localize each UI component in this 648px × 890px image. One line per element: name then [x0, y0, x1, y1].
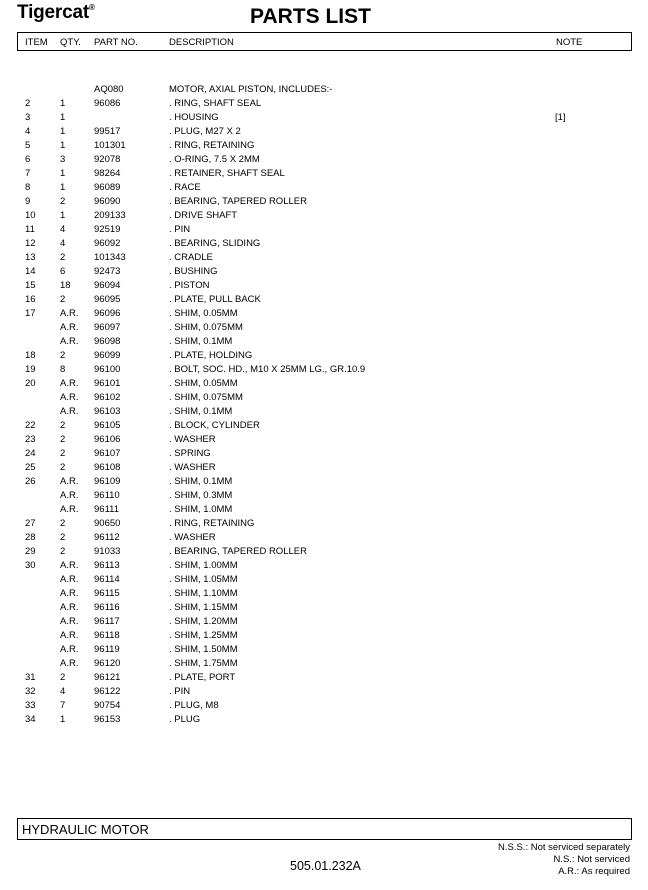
row-qty: 3 [60, 154, 66, 165]
row-part-no: 96092 [94, 238, 121, 249]
row-qty: 7 [60, 700, 66, 711]
row-description: . SHIM, 1.50MM [169, 644, 238, 655]
row-part-no: 96090 [94, 196, 121, 207]
row-item: 2 [25, 98, 31, 109]
row-qty: 2 [60, 420, 66, 431]
table-row [0, 502, 648, 516]
column-header-description: DESCRIPTION [169, 37, 234, 48]
row-qty: 2 [60, 546, 66, 557]
row-qty: 2 [60, 350, 66, 361]
row-item: 29 [25, 546, 36, 557]
row-item: 27 [25, 518, 36, 529]
row-qty: 1 [60, 714, 66, 725]
row-part-no: 96114 [94, 574, 120, 585]
row-item: 6 [25, 154, 31, 165]
row-description: . CRADLE [169, 252, 213, 263]
row-description: . SHIM, 1.10MM [169, 588, 238, 599]
row-description: . SPRING [169, 448, 211, 459]
table-row [0, 544, 648, 558]
row-part-no: 96122 [94, 686, 121, 697]
table-row [0, 460, 648, 474]
table-row [0, 166, 648, 180]
row-qty: 1 [60, 112, 66, 123]
table-row [0, 236, 648, 250]
row-part-no: 96117 [94, 616, 120, 627]
row-description: . WASHER [169, 532, 216, 543]
row-part-no: 92473 [94, 266, 121, 277]
row-item: 17 [25, 308, 36, 319]
row-qty: A.R. [60, 602, 79, 613]
row-description: . PISTON [169, 280, 210, 291]
row-part-no: 96096 [94, 308, 121, 319]
row-description: . SHIM, 1.15MM [169, 602, 238, 613]
row-item: 13 [25, 252, 36, 263]
row-description: . SHIM, 0.1MM [169, 336, 233, 347]
row-item: 18 [25, 350, 36, 361]
row-item: 24 [25, 448, 36, 459]
row-part-no: 209133 [94, 210, 126, 221]
row-qty: 18 [60, 280, 71, 291]
row-qty: 2 [60, 462, 66, 473]
brand-logo [17, 2, 95, 24]
row-item: 26 [25, 476, 36, 487]
table-row [0, 222, 648, 236]
row-item: 34 [25, 714, 36, 725]
row-part-no: 96153 [94, 714, 121, 725]
row-item: 33 [25, 700, 36, 711]
row-qty: 2 [60, 252, 66, 263]
row-qty: 1 [60, 182, 66, 193]
row-description: . HOUSING [169, 112, 219, 123]
row-qty: 1 [60, 168, 66, 179]
row-description: . PLUG [169, 714, 201, 725]
row-description: . PLATE, PORT [169, 672, 236, 683]
row-part-no: 96109 [94, 476, 121, 487]
row-part-no: 96095 [94, 294, 121, 305]
row-part-no: 96094 [94, 280, 121, 291]
row-part-no: 96121 [94, 672, 121, 683]
row-item: 9 [25, 196, 31, 207]
table-row [0, 488, 648, 502]
table-row [0, 586, 648, 600]
row-qty: A.R. [60, 504, 79, 515]
table-row [0, 530, 648, 544]
row-item: 30 [25, 560, 36, 571]
row-description: . SHIM, 1.75MM [169, 658, 238, 669]
table-row [0, 656, 648, 670]
table-row [0, 642, 648, 656]
row-item: 10 [25, 210, 36, 221]
row-qty: A.R. [60, 644, 79, 655]
column-header-qty: QTY. [60, 37, 81, 48]
row-description: . SHIM, 0.05MM [169, 378, 238, 389]
row-note: [1] [555, 112, 566, 123]
table-row [0, 278, 648, 292]
row-description: . WASHER [169, 462, 216, 473]
table-row [0, 82, 648, 96]
legend-ar: A.R.: As required [558, 866, 630, 877]
row-description: . RACE [169, 182, 201, 193]
row-description: . BEARING, SLIDING [169, 238, 261, 249]
table-row [0, 516, 648, 530]
row-part-no: 92078 [94, 154, 121, 165]
page-title: PARTS LIST [250, 5, 371, 28]
row-qty: A.R. [60, 406, 79, 417]
table-row [0, 670, 648, 684]
table-row [0, 418, 648, 432]
table-row [0, 572, 648, 586]
row-qty: A.R. [60, 574, 79, 585]
row-qty: 2 [60, 518, 66, 529]
row-qty: 1 [60, 98, 66, 109]
row-item: 4 [25, 126, 31, 137]
row-description: . PLATE, HOLDING [169, 350, 253, 361]
row-item: 22 [25, 420, 36, 431]
row-description: . RING, RETAINING [169, 518, 255, 529]
row-description: . PIN [169, 224, 191, 235]
row-qty: A.R. [60, 588, 79, 599]
row-part-no: 96102 [94, 392, 121, 403]
row-part-no: 96099 [94, 350, 121, 361]
row-description: . PLUG, M8 [169, 700, 219, 711]
row-part-no: 96116 [94, 602, 120, 613]
row-description: . SHIM, 0.1MM [169, 406, 233, 417]
row-description: . SHIM, 1.20MM [169, 616, 238, 627]
column-header-part-no: PART NO. [94, 37, 138, 48]
row-qty: 1 [60, 126, 66, 137]
table-row [0, 110, 648, 124]
row-description: . BEARING, TAPERED ROLLER [169, 196, 307, 207]
row-qty: 1 [60, 210, 66, 221]
row-item: 31 [25, 672, 36, 683]
row-description: . SHIM, 0.05MM [169, 308, 238, 319]
table-row [0, 152, 648, 166]
row-qty: A.R. [60, 630, 79, 641]
row-item: 23 [25, 434, 36, 445]
row-item: 25 [25, 462, 36, 473]
row-part-no: 90650 [94, 518, 121, 529]
row-part-no: 96112 [94, 532, 120, 543]
document-number: 505.01.232A [290, 859, 361, 873]
table-row [0, 712, 648, 726]
table-row [0, 320, 648, 334]
row-description: . SHIM, 1.00MM [169, 560, 238, 571]
row-qty: A.R. [60, 616, 79, 627]
table-row [0, 96, 648, 110]
row-part-no: 96105 [94, 420, 121, 431]
legend-nss: N.S.S.: Not serviced separately [498, 842, 630, 853]
section-title: HYDRAULIC MOTOR [22, 822, 149, 837]
table-row [0, 558, 648, 572]
row-description: . DRIVE SHAFT [169, 210, 238, 221]
table-row [0, 68, 648, 82]
row-qty: A.R. [60, 476, 79, 487]
table-row [0, 362, 648, 376]
row-qty: 2 [60, 532, 66, 543]
row-item: 19 [25, 364, 36, 375]
table-row [0, 474, 648, 488]
row-qty: 8 [60, 364, 66, 375]
table-row [0, 292, 648, 306]
table-row [0, 334, 648, 348]
row-description: . PLUG, M27 X 2 [169, 126, 241, 137]
row-description: . WASHER [169, 434, 216, 445]
table-row [0, 432, 648, 446]
row-item: 7 [25, 168, 31, 179]
row-description: . RING, RETAINING [169, 140, 255, 151]
row-qty: 4 [60, 238, 66, 249]
row-part-no: 96113 [94, 560, 120, 571]
table-row [0, 600, 648, 614]
table-row [0, 264, 648, 278]
row-qty: A.R. [60, 490, 79, 501]
table-row [0, 250, 648, 264]
row-item: 11 [25, 224, 35, 235]
row-description: . SHIM, 0.3MM [169, 490, 233, 501]
row-part-no: 96106 [94, 434, 121, 445]
table-row [0, 698, 648, 712]
row-description: MOTOR, AXIAL PISTON, INCLUDES:- [169, 84, 333, 95]
row-description: . BOLT, SOC. HD., M10 X 25MM LG., GR.10.9 [169, 364, 366, 375]
row-qty: 2 [60, 448, 66, 459]
row-part-no: 96108 [94, 462, 121, 473]
row-qty: A.R. [60, 560, 79, 571]
row-part-no: 96098 [94, 336, 121, 347]
row-qty: 2 [60, 434, 66, 445]
table-row [0, 124, 648, 138]
row-part-no: 96120 [94, 658, 121, 669]
brand-name: Tigercat [17, 2, 89, 23]
column-header-note: NOTE [556, 37, 583, 48]
row-part-no: AQ080 [94, 84, 124, 95]
row-item: 16 [25, 294, 36, 305]
table-row [0, 404, 648, 418]
row-description: . RETAINER, SHAFT SEAL [169, 168, 285, 179]
row-item: 32 [25, 686, 36, 697]
row-part-no: 96101 [94, 378, 121, 389]
row-description: . SHIM, 1.25MM [169, 630, 238, 641]
row-part-no: 92519 [94, 224, 121, 235]
table-row [0, 180, 648, 194]
row-part-no: 96115 [94, 588, 120, 599]
row-item: 8 [25, 182, 31, 193]
row-item: 14 [25, 266, 36, 277]
row-description: . RING, SHAFT SEAL [169, 98, 262, 109]
row-qty: 4 [60, 686, 66, 697]
table-row [0, 306, 648, 320]
table-row [0, 348, 648, 362]
row-qty: A.R. [60, 322, 79, 333]
row-part-no: 101301 [94, 140, 126, 151]
row-qty: A.R. [60, 378, 79, 389]
row-item: 20 [25, 378, 36, 389]
row-qty: 2 [60, 196, 66, 207]
row-qty: A.R. [60, 658, 79, 669]
row-part-no: 91033 [94, 546, 121, 557]
table-row [0, 684, 648, 698]
table-row [0, 390, 648, 404]
row-part-no: 99517 [94, 126, 121, 137]
row-qty: A.R. [60, 336, 79, 347]
row-qty: 6 [60, 266, 66, 277]
abbreviation-legend [498, 842, 630, 878]
table-row [0, 628, 648, 642]
table-row [0, 376, 648, 390]
row-description: . BEARING, TAPERED ROLLER [169, 546, 307, 557]
row-part-no: 96103 [94, 406, 121, 417]
row-qty: A.R. [60, 392, 79, 403]
row-qty: A.R. [60, 308, 79, 319]
row-description: . O-RING, 7.5 X 2MM [169, 154, 260, 165]
row-description: . SHIM, 0.075MM [169, 322, 243, 333]
row-description: . SHIM, 1.0MM [169, 504, 233, 515]
row-description: . SHIM, 0.1MM [169, 476, 233, 487]
row-part-no: 96118 [94, 630, 120, 641]
row-part-no: 96119 [94, 644, 120, 655]
column-header-bar [17, 32, 632, 51]
table-row [0, 446, 648, 460]
row-item: 28 [25, 532, 36, 543]
row-description: . BLOCK, CYLINDER [169, 420, 260, 431]
table-row [0, 208, 648, 222]
row-part-no: 98264 [94, 168, 121, 179]
row-description: . PIN [169, 686, 191, 697]
row-qty: 2 [60, 672, 66, 683]
row-item: 5 [25, 140, 31, 151]
row-part-no: 96100 [94, 364, 121, 375]
legend-ns: N.S.: Not serviced [553, 854, 630, 865]
table-row [0, 614, 648, 628]
row-item: 15 [25, 280, 36, 291]
row-part-no: 96110 [94, 490, 120, 501]
row-description: . SHIM, 1.05MM [169, 574, 238, 585]
row-part-no: 96086 [94, 98, 121, 109]
row-part-no: 90754 [94, 700, 121, 711]
section-title-box [17, 818, 632, 840]
row-description: . SHIM, 0.075MM [169, 392, 243, 403]
row-qty: 1 [60, 140, 66, 151]
row-part-no: 101343 [94, 252, 126, 263]
row-description: . PLATE, PULL BACK [169, 294, 261, 305]
row-part-no: 96111 [94, 504, 120, 515]
row-item: 3 [25, 112, 31, 123]
row-item: 12 [25, 238, 36, 249]
parts-table [0, 68, 648, 726]
table-row [0, 194, 648, 208]
column-header-item: ITEM [25, 37, 48, 48]
row-part-no: 96107 [94, 448, 121, 459]
row-qty: 2 [60, 294, 66, 305]
row-description: . BUSHING [169, 266, 218, 277]
table-row [0, 138, 648, 152]
row-part-no: 96089 [94, 182, 121, 193]
row-part-no: 96097 [94, 322, 121, 333]
registered-mark: ® [88, 3, 95, 12]
row-qty: 4 [60, 224, 66, 235]
